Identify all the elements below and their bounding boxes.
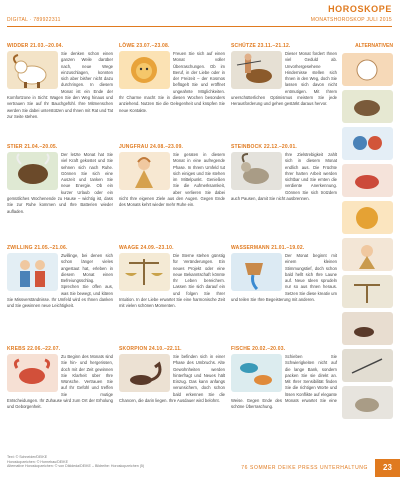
alt-cancer-icon — [342, 164, 393, 197]
alt-scorpio-icon — [342, 312, 393, 345]
sign-text: Zwillinge, bei denen sich schon länger vieles angestaut hat, erleben in diesem Monat einen Befreiungsschlag. Sprechen Sie offen aus, was Sie bewegt, und klären Sie Missverständnisse. Ihr Umfeld wird es Ihnen danken und Sie gewinnen neue Leichtigkeit. — [7, 253, 113, 309]
gemini-icon — [7, 253, 58, 291]
alternatives-label: ALTERNATIVEN — [355, 43, 393, 49]
sign-gemini — [7, 245, 113, 342]
alt-capricorn-icon — [342, 386, 393, 419]
sign-aries — [7, 43, 113, 140]
credit-line: Horoskopzeichen: © Hornebau/DEIKE — [7, 459, 68, 464]
alt-sagittarius-icon — [342, 349, 393, 382]
sign-title: FISCHE 20.02.–20.03. — [231, 346, 286, 352]
alt-virgo-icon — [342, 238, 393, 271]
virgo-icon — [119, 152, 170, 190]
sign-virgo — [119, 144, 225, 241]
alt-leo-icon — [342, 201, 393, 234]
header — [311, 4, 392, 23]
sign-scorpio — [119, 346, 225, 443]
sign-taurus — [7, 144, 113, 241]
sign-text: Der letzte Monat hat Sie viel Kraft gekostet und Sie sehnen sich nach Ruhe. Gönnen Sie sich eine Auszeit und tanken Sie neue Energie. Ob ein kurzer Urlaub oder ein gemütliches Wochenende zu Hause – wichtig ist, dass Sie zur Ruhe kommen und Ihre Batterien wieder aufladen. — [7, 152, 113, 214]
leo-icon — [119, 51, 170, 89]
sign-sagittarius — [231, 43, 337, 140]
sign-leo — [119, 43, 225, 140]
page-subtitle: MONATSHOROSKOP JULI 2015 — [310, 17, 392, 23]
aries-icon — [7, 51, 58, 89]
sign-title: KREBS 22.06.–22.07. — [7, 346, 61, 352]
header-rule — [7, 26, 392, 27]
page-number: 23 — [375, 459, 400, 477]
sign-text: Sie geraten in diesem Monat in eine aufregende Phase. In Ihrem Umfeld tut sich einiges und Sie stehen im Mittelpunkt. Genießen Sie die Aufmerksamkeit, aber verlieren Sie dabei nicht Ihre eigenen Ziele aus den Augen. Gegen Ende des Monats kehrt wieder mehr Ruhe ein. — [119, 152, 225, 208]
sign-aquarius — [231, 245, 337, 342]
sign-title: WIDDER 21.03.–20.04. — [7, 43, 64, 49]
scorpio-icon — [119, 354, 170, 392]
alt-taurus-icon — [342, 90, 393, 123]
sign-text: Freuen Sie sich auf einen Monat voller Überraschungen. Ob im Beruf, in der Liebe oder in der Freizeit – der Kosmos beflügelt Sie und eröffnet ungeahnte Möglichkeiten. Ihr Charme macht Sie in diesen Wochen besonders anziehend. Nutzen Sie die Gelegenheit und knüpfen Sie neue Kontakte. — [119, 51, 225, 113]
sign-text: Die Sterne stehen günstig für Veränderungen. Ein neues Projekt oder eine neue Bekanntschaft könnte Ihr Leben bereichern. Lassen Sie sich darauf ein und folgen Sie Ihrer Intuition. In der Liebe erwartet Sie eine harmonische Zeit mit vielen schönen Momenten. — [119, 253, 225, 309]
sign-text: Sie befinden sich in einer Phase des Umbruchs. Alte Gewohnheiten werden hinterfragt und Neues hält Einzug. Das kann anfangs verunsichern, doch schon bald erkennen Sie die Chancen, die darin liegen. Ihre Ausdauer wird belohnt. — [119, 354, 225, 404]
alternatives-column — [342, 43, 393, 419]
sign-text: Sie denken schon einen ganzen Weile darüber nach, neue Wege einzuschlagen, konnten sich aber bisher nicht dazu durchringen. In diesem Monat ist ein Ende der Komfortzone in Sicht: Wagen Sie den Weg hinaus und vertrauen Sie auf Ihr Bauchgefühl. Ihre Mitmenschen werden Sie dabei unterstützen und Ihnen mit Rat und Tat zur Seite stehen. — [7, 51, 113, 119]
sign-title: ZWILLING 21.05.–21.06. — [7, 245, 68, 251]
sign-title: LÖWE 23.07.–23.08. — [119, 43, 170, 49]
page-title: HOROSKOPE — [328, 4, 392, 14]
sign-capricorn — [231, 144, 337, 241]
alt-aries-icon — [342, 53, 393, 86]
sign-libra — [119, 245, 225, 342]
sign-text: Ihre Zielstrebigkeit zahlt sich in diesem Monat endlich aus. Die Früchte Ihrer harten Arbeit werden sichtbar und Sie ernten die verdiente Anerkennung. Gönnen Sie sich trotzdem auch Pausen, damit Sie nicht ausbrennen. — [231, 152, 337, 202]
credit-line: Text: © Schneider/DEIKE — [7, 455, 48, 459]
sign-text: Zu Beginn des Monats sind Sie hin- und hergerissen, doch mit der Zeit gewinnen Sie Klarheit über Ihre Wünsche. Vertrauen Sie auf Ihr Gefühl und treffen Sie mutige Entscheidungen. Ihr Zuhause wird zum Ort der Erholung und Geborgenheit. — [7, 354, 113, 410]
credit-line: Alternative Horoskopzeichen: © von Dikldeda/DEIKE – Bildreihe: Horoskopzeichen (5) — [7, 464, 145, 469]
alt-gemini-icon — [342, 127, 393, 160]
libra-icon — [119, 253, 170, 291]
sign-text: Der Monat beginnt mit einem kleinen Stimmungstief, doch schon bald hellt sich Ihre Laune auf. Neue Ideen sprudeln nur so aus Ihnen heraus. Setzen Sie diese kreativ um und teilen Sie Ihre Begeisterung mit anderen. — [231, 253, 337, 303]
capricorn-icon — [231, 152, 282, 190]
cancer-icon — [7, 354, 58, 392]
sign-title: SCHÜTZE 23.11.–21.12. — [231, 43, 291, 49]
pisces-icon — [231, 354, 282, 392]
sign-title: WAAGE 24.09.–23.10. — [119, 245, 174, 251]
sign-title: WASSERMANN 21.01.–19.02. — [231, 245, 305, 251]
sign-title: SKORPION 24.10.–22.11. — [119, 346, 182, 352]
footer-text: 76 SOMMER DEIKE PRESS UNTERHALTUNG — [241, 465, 368, 471]
credits — [7, 455, 144, 469]
sagittarius-icon — [231, 51, 282, 89]
sign-title: JUNGFRAU 24.08.–23.09. — [119, 144, 184, 150]
sign-cancer — [7, 346, 113, 443]
aquarius-icon — [231, 253, 282, 291]
alt-libra-icon — [342, 275, 393, 308]
sign-title: STEINBOCK 22.12.–20.01. — [231, 144, 298, 150]
taurus-icon — [7, 152, 58, 190]
sign-text: Dieser Monat fordert Ihnen viel Geduld ab. Unvorhergesehene Hindernisse stellen sich Ihnen in den Weg, doch Sie lassen sich davon nicht entmutigen. Mit Ihrem unerschütterlichen Optimismus meistern Sie jede Herausforderung und gehen gestärkt daraus hervor. — [231, 51, 337, 107]
sign-text: Schieben Sie Schwierigkeiten nicht auf die lange Bank, sondern packen Sie sie direkt an. Mit Ihrer Sensibilität finden Sie die richtigen Worte und lösen Konflikte auf elegante Weise. Gegen Ende des Monats erwartet Sie eine schöne Überraschung. — [231, 354, 337, 410]
header-left: DIGITAL · 789922311 — [7, 17, 61, 23]
sign-title: STIER 21.04.–20.05. — [7, 144, 58, 150]
sign-pisces — [231, 346, 337, 443]
